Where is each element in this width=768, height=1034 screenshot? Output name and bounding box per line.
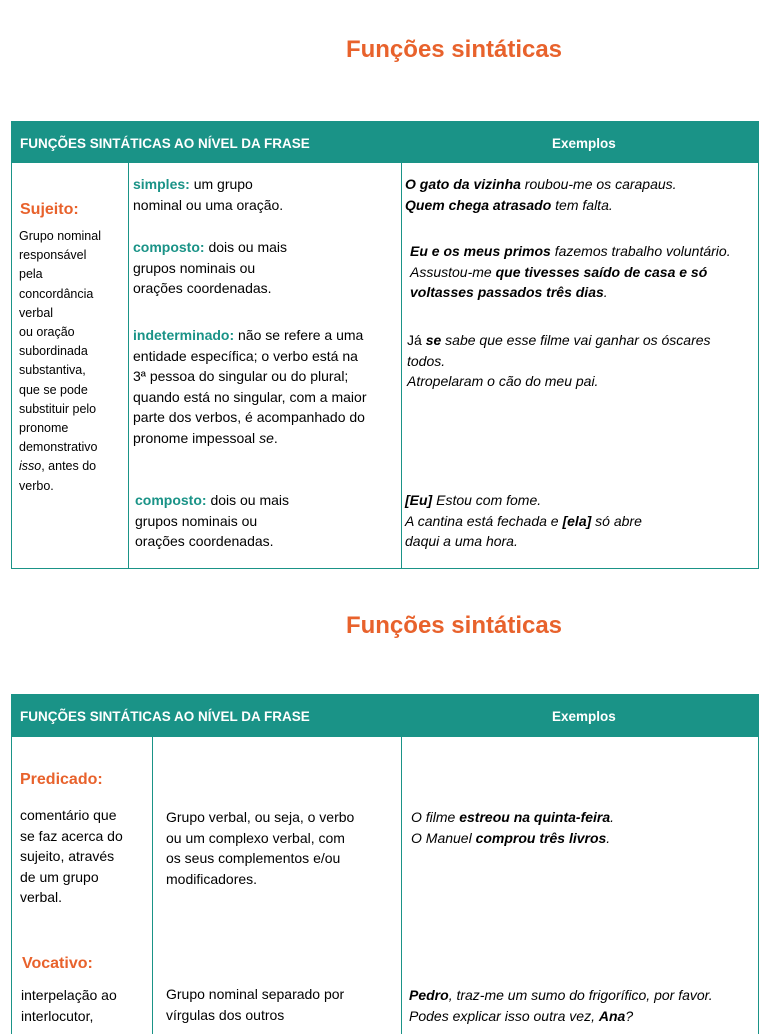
vocativo-examples: Pedro, traz-me um sumo do frigorífico, por favor. Podes explicar isso outra vez, Ana? bbox=[409, 987, 713, 1024]
example-composto: Eu e os meus primos fazemos trabalho voluntário. Assustou-me que tivesses saído de casa e só voltasses passados três dias. bbox=[410, 243, 731, 300]
type-composto: composto: dois ou mais grupos nominais ou orações coordenadas. bbox=[133, 239, 288, 296]
predicado-description: Grupo verbal, ou seja, o verbo ou um complexo verbal, com os seus complementos e/ou modificadores. bbox=[166, 809, 355, 887]
term-predicado: Predicado: bbox=[20, 771, 103, 788]
header-functions: FUNÇÕES SINTÁTICAS AO NÍVEL DA FRASE bbox=[20, 136, 310, 151]
example-composto-2: [Eu] Estou com fome. A cantina está fechada e [ela] só abre daqui a uma hora. bbox=[405, 492, 642, 549]
predicado-definition: comentário que se faz acerca do sujeito, através de um grupo verbal. bbox=[20, 807, 123, 905]
header-examples: Exemplos bbox=[552, 709, 616, 724]
table-header-2 bbox=[12, 695, 758, 737]
example-simples: O gato da vizinha roubou-me os carapaus. Quem chega atrasado tem falta. bbox=[405, 176, 677, 213]
type-indeterminado: indeterminado: não se refere a uma entidade específica; o verbo está na 3ª pessoa do singular ou do plural; quando está no singular, com a maior parte dos verbos, é acompanhado do pronome impessoal se. bbox=[133, 327, 367, 446]
column-divider bbox=[152, 737, 153, 1034]
header-functions: FUNÇÕES SINTÁTICAS AO NÍVEL DA FRASE bbox=[20, 709, 310, 724]
syntax-table-2 bbox=[11, 694, 759, 1034]
page-title-2: Funções sintáticas bbox=[345, 612, 563, 639]
page-title: Funções sintáticas bbox=[345, 36, 563, 63]
example-indeterminado: Já se sabe que esse filme vai ganhar os óscares todos. Atropelaram o cão do meu pai. bbox=[407, 332, 711, 389]
predicado-examples: O filme estreou na quinta-feira. O Manuel comprou três livros. bbox=[411, 809, 615, 846]
vocativo-definition: interpelação ao interlocutor, bbox=[21, 987, 117, 1024]
header-examples: Exemplos bbox=[552, 136, 616, 151]
syntax-table-1 bbox=[11, 121, 759, 569]
column-divider bbox=[401, 737, 402, 1034]
vocativo-description: Grupo nominal separado por vírgulas dos outros bbox=[166, 986, 345, 1023]
table-header bbox=[12, 122, 758, 163]
sujeito-definition: Grupo nominal responsável pela concordância verbal ou oração subordinada substantiva, que se pode substituir pelo pronome demonstrativo isso, antes do verbo. bbox=[19, 229, 101, 493]
term-sujeito: Sujeito: bbox=[20, 201, 79, 218]
column-divider bbox=[401, 163, 402, 568]
term-vocativo: Vocativo: bbox=[22, 955, 93, 972]
column-divider bbox=[128, 163, 129, 568]
type-simples: simples: um grupo nominal ou uma oração. bbox=[133, 176, 284, 213]
type-composto-2: composto: dois ou mais grupos nominais ou orações coordenadas. bbox=[135, 492, 290, 549]
